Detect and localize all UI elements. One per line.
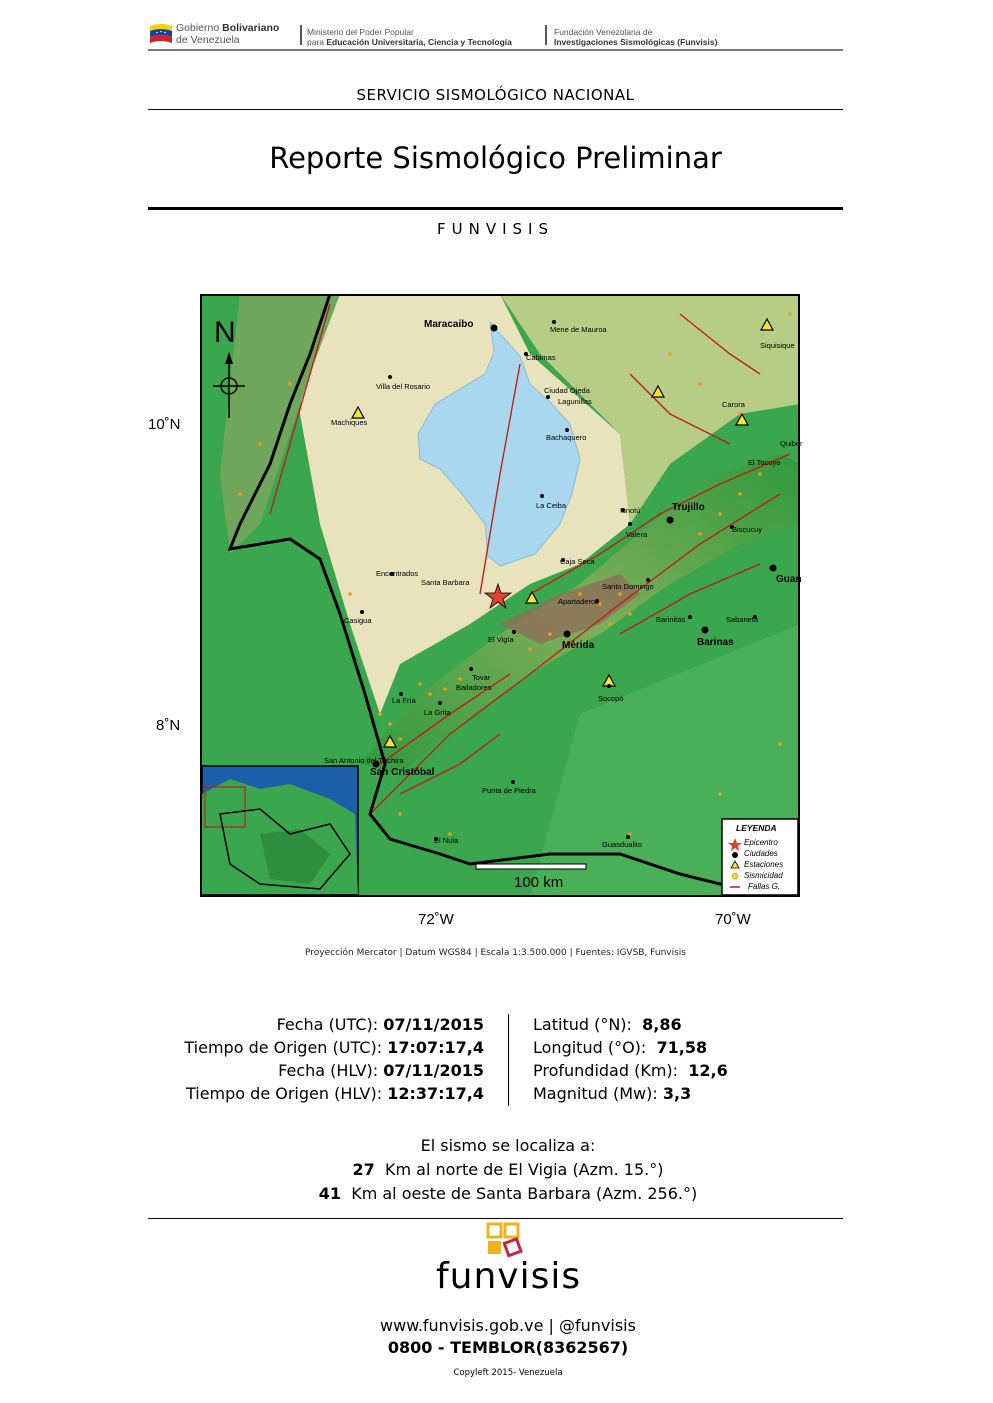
city-label: Ciudad Ojeda: [544, 386, 590, 395]
city-label: Barinas: [697, 637, 734, 648]
info-row: Tiempo de Origen (UTC): 17:07:17,4: [184, 1038, 484, 1057]
lat-tick-label: 8˚N: [156, 717, 181, 734]
city-label: San Cristóbal: [370, 767, 435, 778]
info-row: Longitud (°O): 71,58: [533, 1038, 708, 1057]
divider: [148, 109, 843, 110]
city-label: Encontrados: [376, 569, 419, 578]
ministry-label: Ministerio del Poder Popular para Educación Universitaria, Ciencia y Tecnología: [307, 27, 512, 47]
legend-item-cities: Ciudades: [744, 849, 778, 858]
city-label: Lagunillas: [558, 397, 592, 406]
location-info: [533, 1013, 833, 1105]
city-label: Caja Seca: [560, 557, 595, 566]
service-name: SERVICIO SISMOLÓGICO NACIONAL: [356, 86, 635, 104]
seismic-map: [200, 294, 803, 897]
city-label: Tovar: [472, 673, 491, 682]
copyleft: Copyleft 2015- Venezuela: [453, 1368, 563, 1378]
lon-tick-label: 72˚W: [418, 911, 454, 928]
header-divider: [148, 49, 843, 51]
scale-label: 100 km: [514, 874, 564, 891]
website-link[interactable]: www.funvisis.gob.ve | @funvisis: [380, 1316, 636, 1335]
legend-item-faults: Fallas G.: [748, 882, 781, 891]
north-label: N: [214, 316, 236, 349]
lon-tick-label: 70˚W: [715, 911, 751, 928]
city-label: Punta de Piedra: [482, 786, 536, 795]
city-label: Santa Barbara: [421, 578, 470, 587]
city-label: La Grita: [424, 708, 451, 717]
city-label: Santo Domingo: [602, 582, 654, 591]
divider: [148, 1218, 843, 1219]
header-separator: [300, 25, 302, 45]
distance-line: 41 Km al oeste de Santa Barbara (Azm. 256.°): [318, 1184, 698, 1203]
time-info: [148, 1013, 484, 1105]
info-row: Latitud (°N): 8,86: [533, 1015, 682, 1034]
info-row: Magnitud (Mw): 3,3: [533, 1084, 692, 1103]
city-label: Isnotú: [620, 506, 641, 515]
city-label: Sabaneta: [726, 615, 759, 624]
info-row: Fecha (HLV): 07/11/2015: [278, 1061, 484, 1080]
city-label: Quibor: [780, 439, 803, 448]
city-label: Bailadores: [456, 683, 492, 692]
scale-bar: [476, 864, 586, 869]
legend-item-seismicity: Sismicidad: [744, 871, 783, 880]
city-label: Guan: [776, 574, 802, 585]
city-label: Valera: [626, 530, 648, 539]
city-label: El Tocuyo: [748, 458, 781, 467]
info-row: Fecha (UTC): 07/11/2015: [276, 1015, 484, 1034]
city-label: Barinitas: [656, 615, 686, 624]
city-label: La Fría: [392, 696, 416, 705]
city-label: Bachaquero: [546, 433, 587, 442]
phone-number: 0800 - TEMBLOR(8362567): [387, 1338, 629, 1357]
city-label: Mene de Mauroa: [550, 325, 607, 334]
government-label: Gobierno Bolivariano de Venezuela: [176, 22, 280, 46]
city-label: Trujillo: [672, 502, 705, 513]
map-caption: Proyección Mercator | Datum WGS84 | Escala 1:3.500.000 | Fuentes: IGVSB, Funvisis: [305, 948, 686, 958]
city-label: Socopó: [598, 694, 624, 703]
legend-title: LEYENDA: [736, 823, 777, 833]
city-label: El Nula: [434, 836, 459, 845]
city-label: San Antonio del Táchira: [324, 756, 404, 765]
map-canvas: [200, 294, 800, 897]
city-label: Casigua: [344, 616, 372, 625]
city-label: Apartaderos: [558, 597, 599, 606]
distance-info: [148, 1134, 868, 1206]
info-row: Tiempo de Origen (HLV): 12:37:17,4: [185, 1084, 484, 1103]
header-separator: [545, 25, 547, 45]
divider-thick: [148, 207, 843, 210]
funvisis-logo: [436, 1222, 582, 1308]
logo-wordmark: funvisis: [436, 1256, 582, 1297]
city-label: Biscucuy: [732, 525, 763, 534]
info-separator: [508, 1014, 509, 1106]
city-label: Carora: [722, 400, 745, 409]
city-label: La Ceiba: [536, 501, 567, 510]
foundation-label: Fundación Venezolana de Investigaciones Sismológicas (Funvisis): [554, 27, 718, 47]
city-label: Cabimas: [526, 353, 556, 362]
city-label: Maracaibo: [424, 319, 474, 330]
city-label: Machiques: [331, 418, 368, 427]
city-label: Villa del Rosario: [376, 382, 431, 391]
distance-intro: El sismo se localiza a:: [420, 1136, 596, 1155]
page-title: Reporte Sismológico Preliminar: [269, 141, 722, 175]
venezuela-flag-icon: [148, 20, 174, 48]
legend-item-epicenter: Epicentro: [744, 838, 778, 847]
organization-name: FUNVISIS: [437, 220, 554, 238]
distance-line: 27 Km al norte de El Vigia (Azm. 15.°): [352, 1160, 664, 1179]
city-label: Mérida: [562, 640, 595, 651]
lat-tick-label: 10˚N: [148, 416, 181, 433]
city-label: Siquisique: [760, 341, 795, 350]
city-label: El Vigía: [488, 635, 514, 644]
inset-map: [202, 766, 358, 894]
city-label: Guasdualito: [602, 840, 643, 849]
info-row: Profundidad (Km): 12,6: [533, 1061, 728, 1080]
legend-item-stations: Estaciones: [744, 860, 784, 869]
